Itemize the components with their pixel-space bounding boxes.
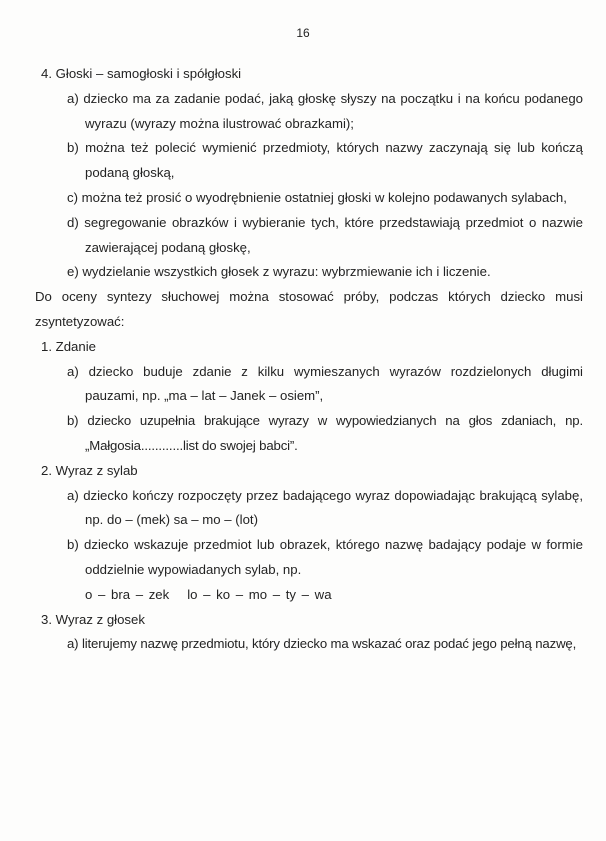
list-item [35, 409, 583, 459]
list-item [35, 186, 583, 211]
list-item [35, 260, 583, 285]
section-heading: 4. Głoski – samogłoski i spółgłoski [41, 66, 242, 81]
list-item-text: a) literujemy nazwę przedmiotu, który dziecko ma wskazać oraz podać jego pełną nazwę, [67, 636, 577, 652]
syllable-examples [35, 583, 583, 608]
list-item-text: a) dziecko kończy rozpoczęty przez badającego wyraz dopowiadając brakującą sylabę, np. do – (mek) sa – mo – (lot) [67, 487, 583, 528]
list-item-text: a) dziecko buduje zdanie z kilku wymieszanych wyrazów rozdzielonych długimi pauzami, np. „ma – lat – Janek – osiem”, [67, 363, 583, 404]
list-item-text: b) dziecko wskazuje przedmiot lub obrazek, którego nazwę badający podaje w formie oddzielnie wypowiadanych sylab, np. [67, 537, 583, 577]
list-item [35, 533, 583, 583]
syllable-example: o – bra – zek [85, 586, 170, 602]
list-item [35, 360, 583, 410]
synthesis-intro: Do oceny syntezy słuchowej można stosować próby, podczas których dziecko musi zsyntetyzować: [35, 289, 583, 329]
list-item [35, 484, 583, 534]
list-item-text: b) można też polecić wymienić przedmioty, których nazwy zaczynają się lub kończą podaną głoską, [67, 140, 583, 181]
page-number: 16 [296, 26, 310, 40]
syllable-example: lo – ko – mo – ty – wa [187, 586, 332, 602]
section-heading: 3. Wyraz z głosek [41, 611, 145, 627]
list-item [35, 87, 583, 137]
list-item-text: b) dziecko uzupełnia brakujące wyrazy w wypowiedzianych na głos zdaniach, np. „Małgosia............list do swojej babci”. [67, 413, 583, 453]
list-item [35, 632, 583, 657]
page-content [35, 62, 583, 657]
list-item-text: c) można też prosić o wyodrębnienie ostatniej głoski w kolejno podawanych sylabach, [67, 189, 567, 205]
list-item [35, 136, 583, 186]
list-item-text: e) wydzielanie wszystkich głosek z wyrazu: wybrzmiewanie ich i liczenie. [67, 264, 491, 280]
section-heading: 1. Zdanie [41, 338, 96, 354]
list-item-text: d) segregowanie obrazków i wybieranie tych, które przedstawiają przedmiot o nazwie zawierającej podaną głoskę, [67, 214, 583, 255]
list-item [35, 211, 583, 261]
list-item-text: a) dziecko ma za zadanie podać, jaką głoskę słyszy na początku i na końcu podanego wyrazu (wyrazy można ilustrować obrazkami); [67, 90, 583, 131]
section-heading: 2. Wyraz z sylab [41, 462, 138, 478]
